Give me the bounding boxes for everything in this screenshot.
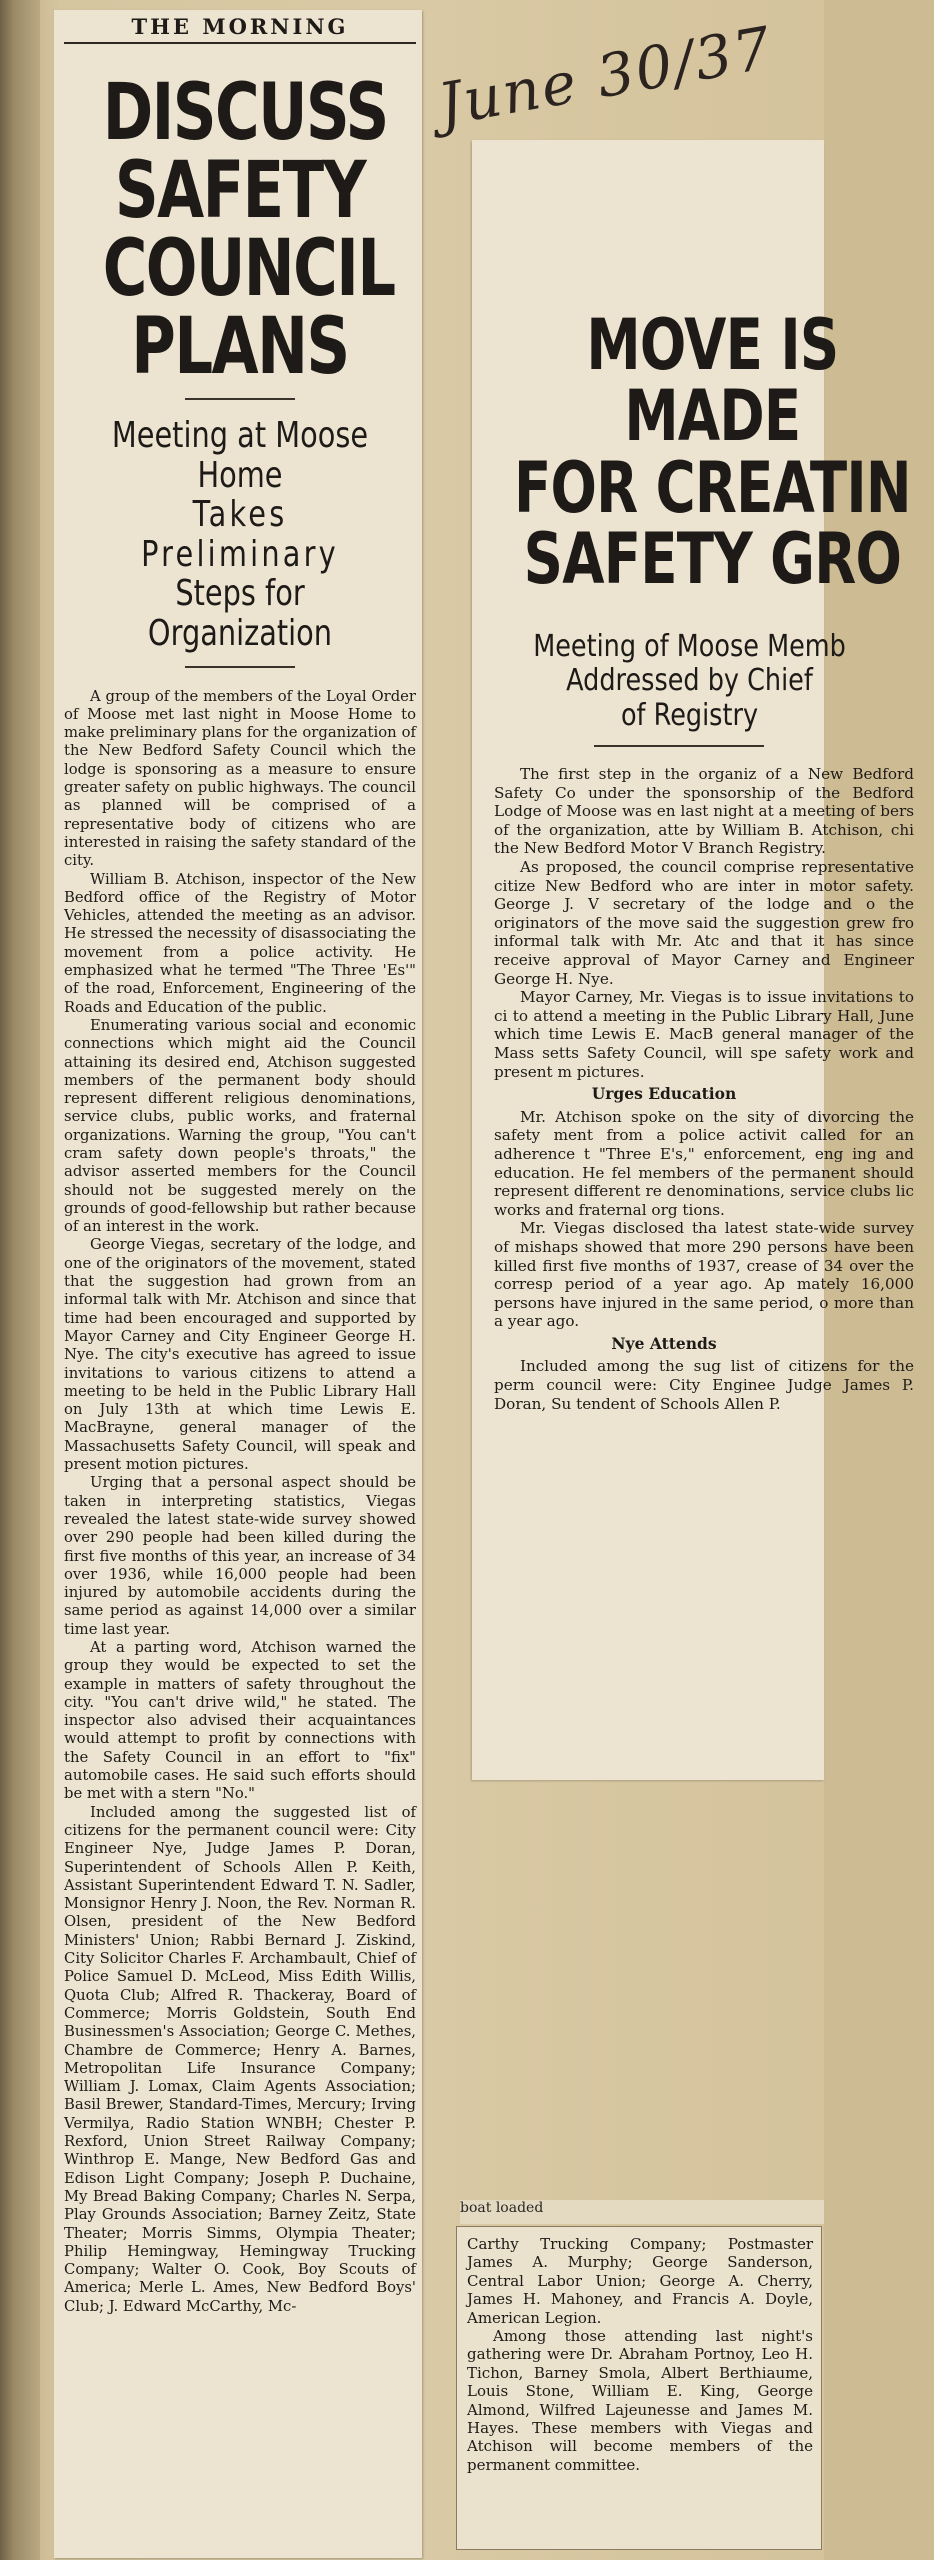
section-heading: Nye Attends bbox=[611, 1333, 717, 1353]
left-subhead-line-1: Meeting at Moose Home bbox=[111, 415, 369, 496]
article-paragraph: Urging that a personal aspect should be taken in interpreting statistics, Viegas revealed the latest state-wide survey showed over 290 people had been killed during the first five months of this year, an increase of 34 over 1936, while 16,000 people had been injured by automobile accidents during the same period as against 14,000 over a similar time last year. bbox=[64, 1474, 416, 1638]
article-paragraph: Mr. Viegas disclosed tha latest state-wide survey of mishaps showed that more 290 persons have been killed first five months of 1937, crease of 34 over the corresp period of a year ago. Ap mately 16,000 persons have injured in the same period, o more than a year ago. bbox=[494, 1219, 914, 1331]
right-headline bbox=[494, 304, 931, 601]
article-paragraph: At a parting word, Atchison warned the group they would be expected to set the example in matters of safety throughout the city. "You can't drive wild," he stated. The inspector also advised their acquaintances would attempt to profit by connections with the Safety Council in an effort to "fix" automobile cases. He said such efforts should be met with a stern "No." bbox=[64, 1639, 416, 1803]
continuation-clipping bbox=[456, 2226, 822, 2550]
article-paragraph: Mayor Carney, Mr. Viegas is to issue invitations to ci to attend a meeting in the Public Library Hall, June which time Lewis E. MacB general manager of the Mass setts Safety Council, will spe safety work and present m pictures. bbox=[494, 988, 914, 1081]
right-subhead-line-2: Addressed by Chief bbox=[566, 663, 813, 699]
article-paragraph: Carthy Trucking Company; Postmaster James A. Murphy; George Sanderson, Central Labor Union; George A. Cherry, James H. Mahoney, and Francis A. Doyle, American Legion. bbox=[467, 2235, 813, 2327]
left-headline bbox=[102, 68, 395, 392]
left-subhead bbox=[99, 416, 381, 654]
article-paragraph: Mr. Atchison spoke on the sity of divorcing the safety ment from a police activit called for an adherence t "Three E's," enforcement, eng ing and education. He fel members of the permanent should represent different re denominations, service clubs lic works and fraternal org tions. bbox=[494, 1107, 914, 1219]
left-headline-line-1: DISCUSS SAFETY bbox=[102, 68, 388, 236]
article-paragraph: Enumerating various social and economic connections which might aid the Council attaining its desired end, Atchison suggested members of the permanent body should represent different religious denominations, service clubs, public works, and fraternal organizations. Warning the group, "You can't cram safety down people's throats," the advisor asserted members for the Council should not be suggested merely on the grounds of good-fellowship but rather because of an interest in the work. bbox=[64, 1016, 416, 1236]
right-headline-line-3: SAFETY GRO bbox=[523, 518, 902, 601]
left-headline-line-2: COUNCIL PLANS bbox=[102, 224, 395, 392]
right-subhead-divider bbox=[594, 745, 764, 747]
left-subhead-line-3: Steps for Organization bbox=[147, 573, 333, 654]
article-paragraph: Included among the suggested list of citizens for the permanent council were: City Engineer Nye, Judge James P. Doran, Superintendent of Schools Allen P. Keith, Assistant Superintendent Edward T. N. Sadler, Monsignor Henry J. Noon, the Rev. Norman R. Olsen, president of the New Bedford Ministers' Union; Rabbi Bernard J. Ziskind, City Solicitor Charles F. Archambault, Chief of Police Samuel D. McLeod, Miss Edith Willis, Quota Club; Alfred R. Thackeray, Board of Commerce; Morris Goldstein, South End Businessmen's Association; George C. Methes, Chambre de Commerce; Henry A. Barnes, Metropolitan Life Insurance Company; William J. Lomax, Claim Agents Association; Basil Brewer, Standard-Times, Mercury; Irving Vermilya, Radio Station WNBH; Chester P. Rexford, Union Street Railway Company; Winthrop E. Mange, New Bedford Gas and Edison Light Company; Joseph P. Duchaine, My Bread Baking Company; Charles N. Serpa, Play Grounds Association; Barney Zeitz, State Theater; Morris Simms, Olympia Theater; Philip Hemingway, Hemingway Trucking Company; Walter O. Cook, Boy Scouts of America; Merle L. Ames, New Bedford Boys' Club; J. Edward McCarthy, Mc- bbox=[64, 1803, 416, 2315]
handwritten-date-note: June 30/37 bbox=[433, 13, 778, 140]
article-paragraph: William B. Atchison, inspector of the New Bedford office of the Registry of Motor Vehicles, attended the meeting as an advisor. He stressed the necessity of disassociating the movement from a police activity. He emphasized what he termed "The Three 'Es'" of the road, Enforcement, Engineering of the Roads and Education of the public. bbox=[64, 870, 416, 1016]
torn-clipping-fragment: boat loaded bbox=[460, 2200, 824, 2224]
left-article-body bbox=[64, 688, 416, 2316]
right-headline-line-1: MOVE IS MADE bbox=[586, 304, 839, 458]
right-newspaper-clipping bbox=[472, 140, 914, 1780]
article-paragraph: A group of the members of the Loyal Order of Moose met last night in Moose Home to make preliminary plans for the organization of the New Bedford Safety Council which the lodge is sponsoring as a measure to ensure greater safety on public highways. The council as planned will be comprised of a representative body of citizens who are interested in raising the safety standard of the city. bbox=[64, 687, 416, 870]
article-paragraph: The first step in the organiz of a New Bedford Safety Co under the sponsorship of the Bedford Lodge of Moose was en last night at a meeting of bers of the organization, atte by William B. Atchison, chi the New Bedford Motor V Branch Registry. bbox=[494, 765, 914, 858]
section-heading: Urges Education bbox=[591, 1084, 737, 1104]
left-subhead-line-2: Takes Preliminary bbox=[141, 494, 339, 575]
left-newspaper-clipping bbox=[54, 10, 422, 2558]
right-subhead-line-1: Meeting of Moose Memb bbox=[533, 628, 846, 664]
right-headline-line-2: FOR CREATIN bbox=[513, 446, 911, 529]
subhead-divider bbox=[185, 666, 295, 668]
right-subhead-line-3: of Registry bbox=[620, 697, 759, 733]
right-article-body bbox=[494, 765, 914, 1413]
article-paragraph: George Viegas, secretary of the lodge, and one of the originators of the movement, stated that the suggestion had grown from an informal talk with Mr. Atchison and since that time had been encouraged and supported by Mayor Carney and City Engineer George H. Nye. The city's executive has agreed to issue invitations to various citizens to attend a meeting to be held in the Public Library Hall on July 13th at which time Lewis E. MacBrayne, general manager of the Massachusetts Safety Council, will speak and present motion pictures. bbox=[64, 1236, 416, 1474]
article-paragraph: Among those attending last night's gathering were Dr. Abraham Portnoy, Leo H. Tichon, Barney Smola, Albert Berthiaume, Louis Stone, William E. King, George Almond, Wilfred Lajeunesse and James M. Hayes. These members with Viegas and Atchison will become members of the permanent committee. bbox=[467, 2327, 813, 2474]
continuation-body bbox=[467, 2235, 813, 2474]
article-paragraph: Included among the sug list of citizens for the perm council were: City Enginee Judge James P. Doran, Su tendent of Schools Allen P. bbox=[494, 1357, 914, 1413]
headline-divider bbox=[185, 398, 295, 400]
article-paragraph: As proposed, the council comprise representative citize New Bedford who are inter in motor safety. George J. V secretary of the lodge and o the originators of the move said the suggestion grew fro informal talk with Mr. Atc and that it has since receive approval of Mayor Carney and Engineer George H. Nye. bbox=[494, 858, 914, 988]
scrapbook-binding bbox=[0, 0, 40, 2560]
right-subhead bbox=[494, 630, 885, 734]
newspaper-masthead: THE MORNING bbox=[64, 10, 416, 44]
